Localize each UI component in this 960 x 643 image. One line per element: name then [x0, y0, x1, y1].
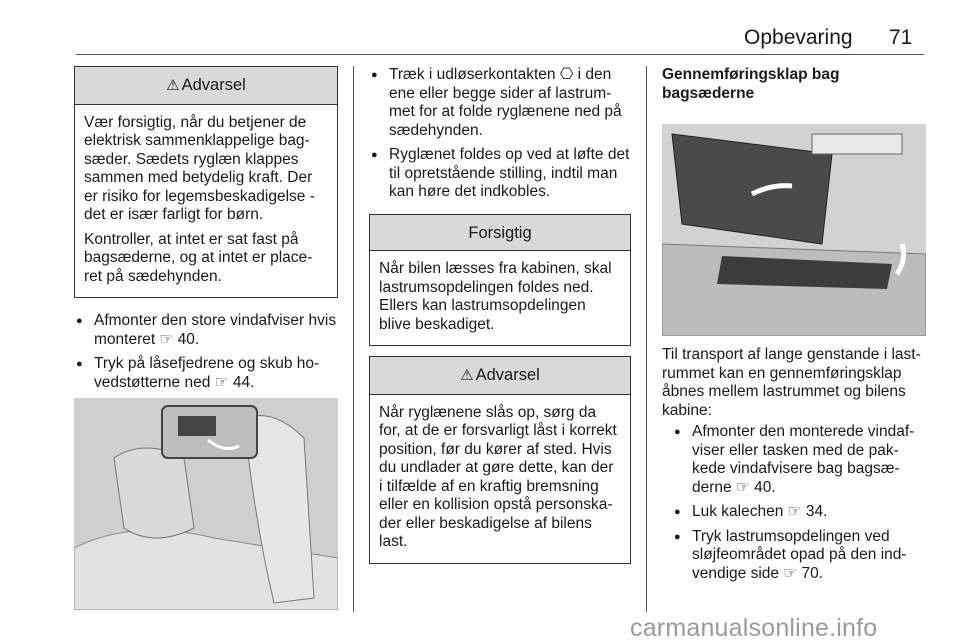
warning-paragraph: Vær forsigtig, når du betjener de elektrisk sammenklappelige bag-sæder. Sædets ryglæn klappes sammen med betydelig kraft. Der er risiko for legemsbeskadigelse - det er især farligt for børn. [84, 113, 315, 223]
caution-box-body [370, 251, 630, 345]
warning-text: Når ryglænene slås op, sørg da for, at de er forsvarligt låst i korrekt position, før du kører af sted. Hvis du undlader at gøre dette, kan der i tilfælde af en kraftig bremsning eller en kollision opstå personska-der eller beskadigelse af bilens last. [379, 403, 617, 550]
list-item: ● Tryk på låsefjedrene og skub ho-vedstøtterne ned ☞ 44. [74, 355, 338, 392]
warning-title: Advarsel [181, 76, 246, 94]
warning-triangle-icon: ⚠ [460, 367, 474, 384]
pass-through-illustration [662, 124, 926, 336]
list-item: ● Ryglænet foldes op ved at løfte det til opretstående stilling, indtil man kan høre det indkobles. [369, 146, 631, 202]
section-heading: Gennemføringsklap bag bagsæderne [662, 66, 840, 102]
warning-paragraph: Kontroller, at intet er sat fast på bagsæderne, og at intet er place-ret på sædehynden. [84, 230, 313, 285]
bullet-list-right [672, 423, 926, 583]
caution-box [369, 214, 631, 347]
warning-box-header [370, 357, 630, 395]
list-item: ● Luk kalechen ☞ 34. [672, 503, 926, 522]
cargo-illustration-svg [662, 124, 926, 336]
seat-illustration-svg [74, 398, 338, 610]
warning-box-middle [369, 356, 631, 564]
warning-triangle-icon: ⚠ [166, 77, 180, 94]
column-divider-left [353, 66, 354, 612]
column-divider-right [646, 66, 647, 612]
body-paragraph: Til transport af lange genstande i last-rummet kan en gennemføringsklap åbnes mellem lastrummet og bilens kabine: [662, 346, 921, 419]
warning-title: Advarsel [475, 366, 540, 384]
caution-text: Når bilen læsses fra kabinen, skal lastrumsopdelingen foldes ned. Ellers kan lastrumsopdelingen blive beskadiget. [379, 260, 612, 333]
list-item: ● Træk i udløserkontakten ⎔ i den ene eller begge sider af lastrum-met for at folde ryglænene ned på sædehynden. [369, 66, 631, 140]
bullet-list-left [74, 312, 338, 392]
list-item: ● Afmonter den store vindafviser hvis monteret ☞ 40. [74, 312, 338, 349]
list-item: ● Tryk lastrumsopdelingen ved sløjfeområdet opad på den ind-vendige side ☞ 70. [672, 528, 926, 584]
warning-box-body [75, 105, 337, 298]
warning-box-left [74, 66, 338, 298]
watermark: carmanualsonline.info [630, 614, 878, 642]
header-divider [76, 54, 924, 55]
middle-column [369, 66, 631, 574]
list-item: ● Afmonter den monterede vindaf-viser eller tasken med de pak-kede vindafvisere bag bagsæ-derne ☞ 40. [672, 423, 926, 497]
headrest-illustration [74, 398, 338, 610]
bullet-list-middle [369, 66, 631, 202]
warning-box-body [370, 395, 630, 563]
right-column [662, 66, 926, 589]
left-column [74, 66, 338, 610]
warning-box-header [75, 67, 337, 105]
page-title: Opbevaring [744, 26, 853, 49]
caution-box-header: Forsigtig [370, 215, 630, 252]
page-number: 71 [889, 26, 913, 49]
